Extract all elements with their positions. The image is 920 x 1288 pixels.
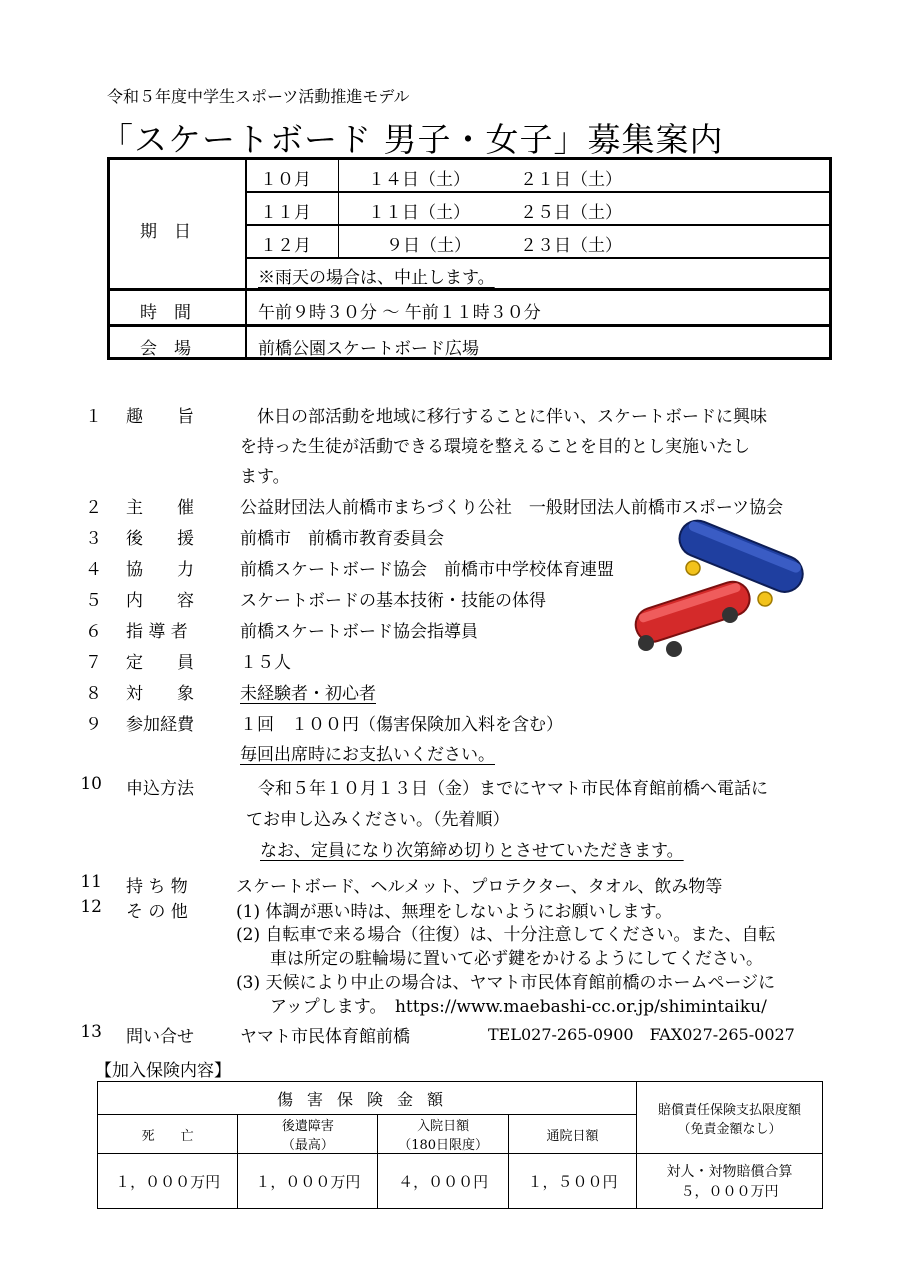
col-disability (238, 1115, 378, 1154)
item-number: 11 (80, 872, 102, 892)
date-dec-1: ９日（土） (386, 236, 471, 256)
liability-header-line-2: （免責金額なし） (677, 1121, 782, 1137)
val-liability-line-2: ５，０００万円 (680, 1184, 779, 1200)
item-number: ４ (85, 560, 102, 580)
fee-value: １回 １００円（傷害保険加入料を含む） (240, 715, 563, 735)
item-number: ２ (85, 498, 102, 518)
item-number: 13 (80, 1022, 102, 1042)
organizer-value: 公益財団法人前橋市まちづくり公社 一般財団法人前橋市スポーツ協会 (240, 498, 784, 518)
date-dec-2: ２３日（土） (520, 236, 622, 256)
other-line-4: (3) 天候により中止の場合は、ヤマト市民体育館前橋のホームページに (236, 973, 776, 993)
date-oct-2: ２１日（土） (520, 170, 622, 190)
wheel-icon (686, 561, 700, 575)
item-label-capacity: 定 員 (126, 653, 194, 673)
venue-label: 会 場 (140, 339, 191, 359)
date-label: 期 日 (140, 222, 191, 242)
item-number: ５ (85, 591, 102, 611)
item-number: ６ (85, 622, 102, 642)
item-number: ７ (85, 653, 102, 673)
item-number: 10 (80, 774, 102, 794)
item-label-cooperation: 協 力 (126, 560, 194, 580)
val-death: １，０００万円 (98, 1154, 238, 1209)
time-label: 時 間 (140, 303, 191, 323)
item-label-belongings: 持 ち 物 (126, 877, 188, 897)
belongings-value: スケートボード、ヘルメット、プロテクター、タオル、飲み物等 (236, 877, 723, 897)
item-label-organizer: 主 催 (126, 498, 194, 518)
date-nov-2: ２５日（土） (520, 203, 622, 223)
contact-phone-fax: TEL027-265-0900 FAX027-265-0027 (488, 1025, 795, 1044)
fee-note: 毎回出席時にお支払いください。 (240, 745, 495, 765)
item-number: １ (85, 407, 102, 427)
item-number: ３ (85, 529, 102, 549)
insurance-table (97, 1081, 823, 1209)
time-value: 午前９時３０分 ～ 午前１１時３０分 (258, 303, 541, 323)
item-number: ９ (85, 715, 102, 735)
col-death: 死 亡 (98, 1115, 238, 1154)
date-oct-1: １４日（土） (368, 170, 470, 190)
col-hosp-line-2: （180日限度） (398, 1138, 489, 1153)
item-label-content: 内 容 (126, 591, 194, 611)
contact-value: ヤマト市民体育館前橋 (240, 1027, 410, 1047)
item-label-purpose: 趣 旨 (126, 407, 194, 427)
skateboard-illustration (630, 515, 810, 665)
purpose-line-1: 休日の部活動を地域に移行することに伴い、スケートボードに興味 (240, 407, 767, 427)
val-liability-line-1: 対人・対物賠償合算 (666, 1164, 793, 1180)
item-number: 12 (80, 897, 102, 917)
injury-insurance-header: 傷害保険金額 (98, 1082, 637, 1115)
apply-line-1: 令和５年１０月１３日（金）までにヤマト市民体育館前橋へ電話に (258, 779, 768, 799)
date-nov-1: １１日（土） (368, 203, 470, 223)
cooperation-value: 前橋スケートボード協会 前橋市中学校体育連盟 (240, 560, 614, 580)
val-liability (637, 1154, 823, 1209)
wheel-icon (722, 607, 738, 623)
month-oct: １０月 (260, 170, 311, 190)
liability-header (637, 1082, 823, 1154)
schedule-table (107, 157, 832, 360)
other-line-5: アップします。 https://www.maebashi-cc.or.jp/shimintaiku/ (270, 997, 767, 1017)
page-title: 「スケートボード 男子・女子」募集案内 (100, 120, 724, 159)
subtitle: 令和５年度中学生スポーツ活動推進モデル (107, 87, 410, 106)
item-label-other: そ の 他 (126, 902, 188, 922)
col-outpatient: 通院日額 (508, 1115, 636, 1154)
val-outpatient: １，５００円 (508, 1154, 636, 1209)
apply-line-2: てお申し込みください。（先着順） (246, 810, 510, 830)
apply-line-3: なお、定員になり次第締め切りとさせていただきます。 (260, 841, 684, 861)
month-nov: １１月 (260, 203, 311, 223)
item-label-target: 対 象 (126, 684, 194, 704)
item-label-support: 後 援 (126, 529, 194, 549)
content-value: スケートボードの基本技術・技能の体得 (240, 591, 546, 611)
target-value: 未経験者・初心者 (240, 684, 376, 704)
month-dec: １２月 (260, 236, 311, 256)
instructor-value: 前橋スケートボード協会指導員 (240, 622, 478, 642)
item-label-instructor: 指 導 者 (126, 622, 188, 642)
col-hospitalization (378, 1115, 508, 1154)
item-label-fee: 参加経費 (126, 715, 194, 735)
col-hosp-line-1: 入院日額 (417, 1119, 470, 1134)
item-number: ８ (85, 684, 102, 704)
val-disability: １，０００万円 (238, 1154, 378, 1209)
col-disability-line-2: （最高） (281, 1138, 334, 1153)
insurance-heading: 【加入保険内容】 (95, 1061, 231, 1081)
capacity-value: １５人 (240, 653, 291, 673)
col-disability-line-1: 後遺障害 (281, 1119, 334, 1134)
other-line-3: 車は所定の駐輪場に置いて必ず鍵をかけるようにしてください。 (270, 949, 763, 969)
liability-header-line-1: 賠償責任保険支払限度額 (658, 1102, 802, 1118)
wheel-icon (758, 592, 772, 606)
purpose-line-3: ます。 (240, 467, 290, 487)
wheel-icon (638, 635, 654, 651)
other-line-1: (1) 体調が悪い時は、無理をしないようにお願いします。 (236, 902, 673, 922)
item-label-contact: 問い合せ (126, 1027, 194, 1047)
purpose-line-2: を持った生徒が活動できる環境を整えることを目的とし実施いたし (240, 437, 750, 457)
item-label-apply: 申込方法 (126, 779, 194, 799)
other-line-2: (2) 自転車で来る場合（往復）は、十分注意してください。また、自転 (236, 925, 776, 945)
support-value: 前橋市 前橋市教育委員会 (240, 529, 444, 549)
val-hospitalization: ４，０００円 (378, 1154, 508, 1209)
venue-value: 前橋公園スケートボード広場 (258, 339, 479, 359)
wheel-icon (666, 641, 682, 657)
rain-note: ※雨天の場合は、中止します。 (258, 268, 495, 288)
